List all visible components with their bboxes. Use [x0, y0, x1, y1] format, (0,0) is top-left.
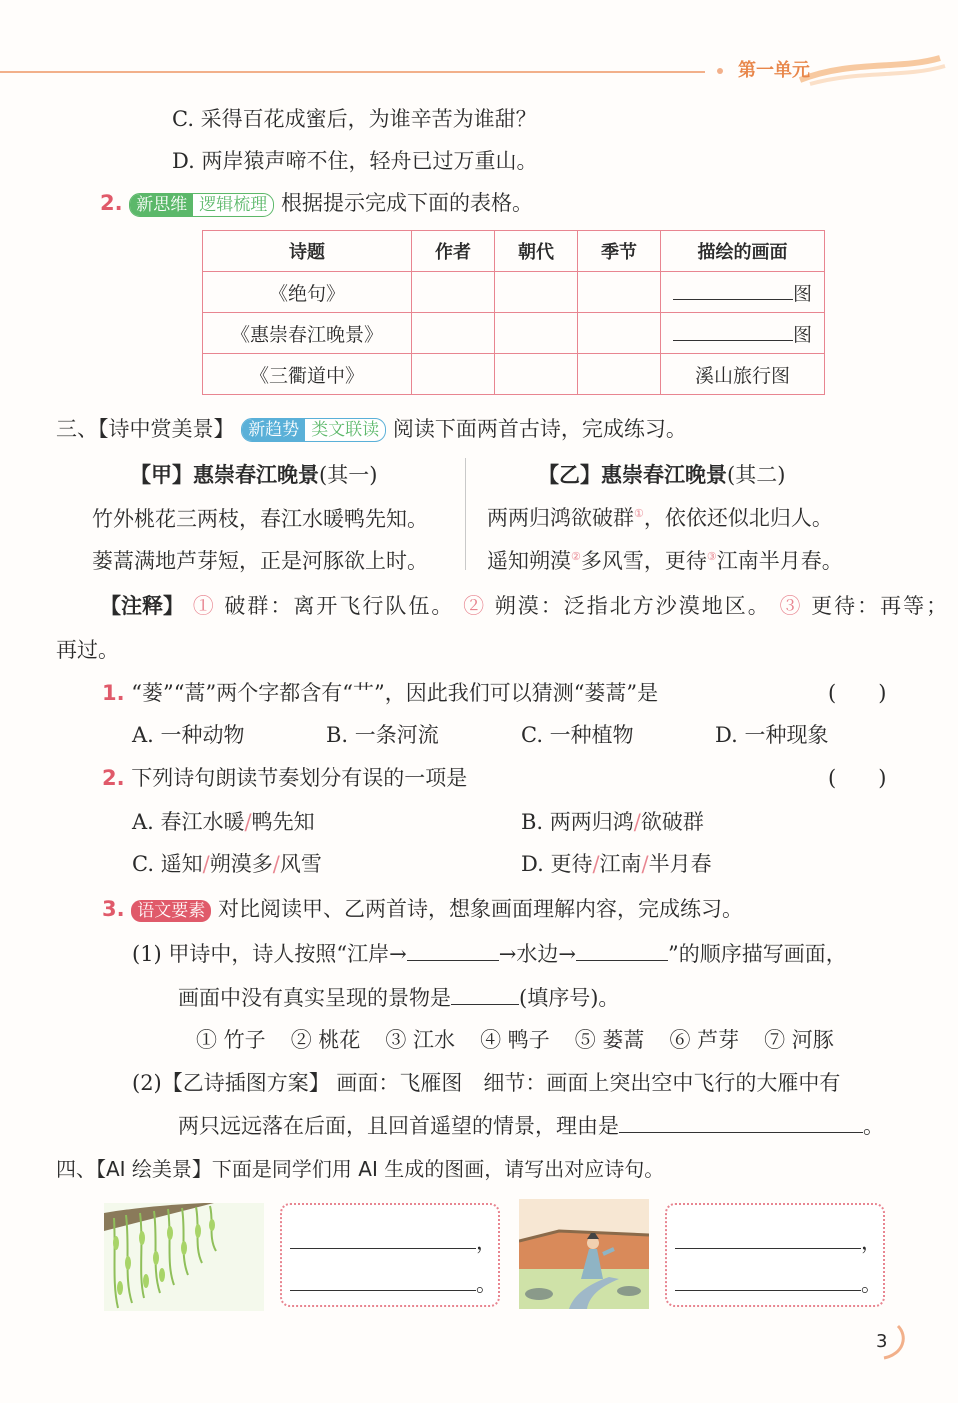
answer-line[interactable]: 。 [290, 1268, 497, 1298]
table-row [203, 272, 825, 313]
dynasty-cell[interactable] [495, 354, 578, 395]
col-header: 朝代 [495, 231, 578, 272]
author-cell[interactable] [412, 272, 495, 313]
author-cell[interactable] [412, 313, 495, 354]
option-c: C. 采得百花成蜜后，为谁辛苦为谁甜？ [172, 107, 537, 131]
season-cell[interactable] [578, 354, 661, 395]
col-header: 描绘的画面 [661, 231, 825, 272]
answer-blank[interactable] [451, 986, 519, 1005]
scene-cell: 溪山旅行图 [661, 354, 825, 395]
poem-table [202, 230, 825, 395]
scholar-image [519, 1199, 649, 1309]
s3-part-1-cont: 画面中没有真实呈现的景物是 (填序号)。 [178, 986, 620, 1010]
s3-part-2: (2)【乙诗插图方案】 画面：飞雁图 细节：画面上突出空中飞行的大雁中有 [132, 1071, 841, 1095]
section-3-heading: 三、【诗中赏美景】 新趋势 类文联读 阅读下面两首古诗，完成练习。 [56, 417, 687, 441]
sub-question-1: 1. “蒌”“蒿”两个字都含有“艹”，因此我们可以猜测“蒌蒿”是 [102, 681, 659, 705]
question-2-line [100, 187, 533, 217]
sub-question-3: 3. 语文要素 对比阅读甲、乙两首诗，想象画面理解内容，完成练习。 [102, 897, 743, 921]
s3-part-2-cont: 两只远远落在后面，且回首遥望的情景，理由是 。 [178, 1114, 884, 1138]
tag-new-thinking: 新思维 逻辑梳理 [129, 193, 274, 217]
s2-option-c: C. 遥知/朔漠多/风雪 [132, 852, 322, 876]
poem-b-line-2: 遥知朔漠②多风雪，更待③江南半月春。 [487, 549, 843, 573]
scene-cell[interactable]: 图 [661, 272, 825, 313]
answer-line[interactable]: ， [675, 1226, 882, 1256]
poem-b-line-1: 两两归鸿欲破群①，依依还似北归人。 [487, 506, 833, 530]
s2-option-d: D. 更待/江南/半月春 [521, 852, 712, 876]
poem-title: 《三衢道中》 [203, 354, 412, 395]
poem-a-title: 【甲】惠崇春江晚景(其一) [130, 463, 378, 487]
question-text: 根据提示完成下面的表格。 [280, 191, 533, 215]
notes: 【注释】 ① 破群：离开飞行队伍。 ② 朔漠：泛指北方沙漠地区。 ③ 更待：再等； [100, 594, 950, 618]
page-number-swoosh [868, 1322, 908, 1362]
table-row [203, 354, 825, 395]
answer-line[interactable]: ， [290, 1226, 497, 1256]
answer-paren-2[interactable]: ( ) [828, 766, 887, 790]
header-decoration [0, 40, 958, 90]
author-cell[interactable] [412, 354, 495, 395]
question-number: 2. [100, 191, 123, 215]
season-cell[interactable] [578, 313, 661, 354]
s3-part-1: (1) 甲诗中，诗人按照“江岸→ →水边→ ”的顺序描写画面， [132, 942, 847, 966]
option-d: D. 两岸猿声啼不住，轻舟已过万重山。 [172, 149, 538, 173]
col-header: 诗题 [203, 231, 412, 272]
dynasty-cell[interactable] [495, 313, 578, 354]
s1-option-d: D. 一种现象 [715, 723, 829, 747]
section-4-heading: 四、【AI 绘美景】下面是同学们用 AI 生成的图画，请写出对应诗句。 [56, 1157, 665, 1181]
poem-title: 《惠崇春江晚景》 [203, 313, 412, 354]
poem-divider [465, 458, 466, 570]
poem-b-title: 【乙】惠崇春江晚景(其二) [538, 463, 786, 487]
answer-blank[interactable] [407, 942, 499, 961]
col-header: 季节 [578, 231, 661, 272]
tag-new-trend: 新趋势 类文联读 [241, 418, 386, 442]
dynasty-cell[interactable] [495, 272, 578, 313]
poem-title: 《绝句》 [203, 272, 412, 313]
answer-blank[interactable] [576, 942, 668, 961]
poem-a-line-1: 竹外桃花三两枝，春江水暖鸭先知。 [92, 507, 428, 531]
scene-cell[interactable]: 图 [661, 313, 825, 354]
notes-continued: 再过。 [56, 638, 119, 662]
tag-language-element: 语文要素 [131, 900, 211, 922]
scene-items: ① 竹子 ② 桃花 ③ 江水 ④ 鸭子 ⑤ 蒌蒿 ⑥ 芦芽 ⑦ 河豚 [196, 1028, 834, 1052]
answer-blank[interactable] [619, 1114, 863, 1133]
s2-option-a: A. 春江水暖/鸭先知 [132, 810, 315, 834]
col-header: 作者 [412, 231, 495, 272]
s2-option-b: B. 两两归鸿/欲破群 [521, 810, 704, 834]
answer-line[interactable]: 。 [675, 1268, 882, 1298]
poem-a-line-2: 蒌蒿满地芦芽短，正是河豚欲上时。 [92, 549, 428, 573]
unit-title: 第一单元 [738, 60, 810, 81]
s1-option-a: A. 一种动物 [132, 723, 245, 747]
willow-image [104, 1203, 264, 1311]
page-number: 3 [876, 1331, 888, 1352]
table-row [203, 313, 825, 354]
s1-option-b: B. 一条河流 [326, 723, 439, 747]
season-cell[interactable] [578, 272, 661, 313]
s1-option-c: C. 一种植物 [521, 723, 634, 747]
answer-paren-1[interactable]: ( ) [828, 681, 887, 705]
sub-question-2: 2. 下列诗句朗读节奏划分有误的一项是 [102, 766, 468, 790]
